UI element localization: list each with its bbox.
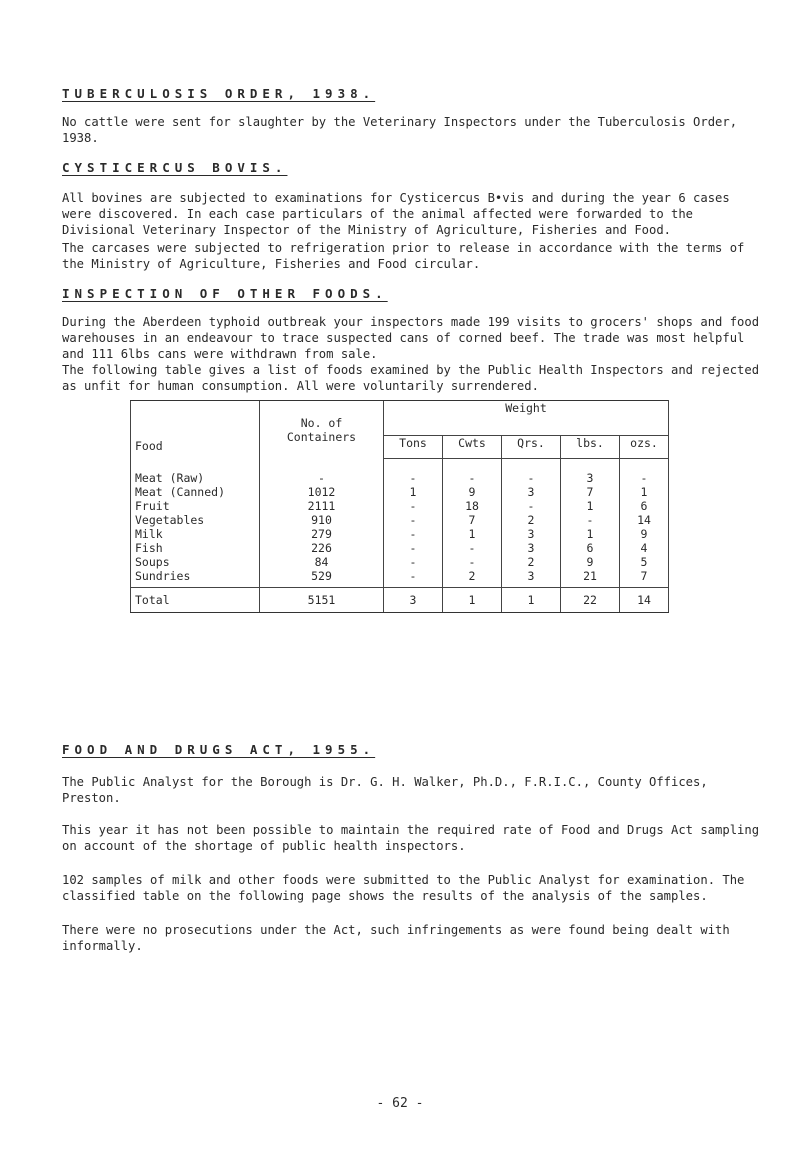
total-label: Total	[131, 588, 260, 613]
table-row	[131, 513, 669, 527]
cell-food: Soups	[131, 555, 260, 569]
cell-containers: 529	[260, 569, 384, 588]
cell-lbs: 6	[561, 541, 620, 555]
cell-tons: -	[384, 541, 443, 555]
cell-containers: 1012	[260, 485, 384, 499]
header-cwts: Cwts	[443, 436, 502, 459]
cell-cwts: 18	[443, 499, 502, 513]
table-row	[131, 499, 669, 513]
total-ozs: 14	[620, 588, 669, 613]
table-row	[131, 459, 669, 486]
table-row	[131, 541, 669, 555]
cell-lbs: 7	[561, 485, 620, 499]
cell-ozs: 5	[620, 555, 669, 569]
cell-lbs: 1	[561, 499, 620, 513]
cell-ozs: 14	[620, 513, 669, 527]
total-qrs: 1	[502, 588, 561, 613]
cell-containers: 910	[260, 513, 384, 527]
cell-tons: 1	[384, 485, 443, 499]
cell-tons: -	[384, 459, 443, 486]
cell-cwts: 1	[443, 527, 502, 541]
foods-rejected-table	[130, 400, 669, 613]
cell-tons: -	[384, 555, 443, 569]
food-drugs-paragraph-1: The Public Analyst for the Borough is Dr. G. H. Walker, Ph.D., F.R.I.C., County Offices, Preston.	[62, 775, 708, 805]
total-lbs: 22	[561, 588, 620, 613]
cell-tons: -	[384, 513, 443, 527]
cell-lbs: 3	[561, 459, 620, 486]
cell-qrs: 3	[502, 541, 561, 555]
tuberculosis-paragraph: No cattle were sent for slaughter by the Veterinary Inspectors under the Tuberculosis Order, 1938.	[62, 115, 738, 145]
cell-qrs: 3	[502, 485, 561, 499]
inspection-other-foods-heading: INSPECTION OF OTHER FOODS.	[62, 286, 388, 301]
cell-qrs: 3	[502, 569, 561, 588]
table-row	[131, 569, 669, 588]
cell-ozs: -	[620, 459, 669, 486]
cysticercus-paragraph-2: The carcases were subjected to refrigeration prior to release in accordance with the terms of the Ministry of Agriculture, Fisheries and Food circular.	[62, 241, 745, 271]
cell-cwts: 7	[443, 513, 502, 527]
cell-qrs: 3	[502, 527, 561, 541]
cell-ozs: 4	[620, 541, 669, 555]
total-cwts: 1	[443, 588, 502, 613]
cell-ozs: 7	[620, 569, 669, 588]
cell-containers: 226	[260, 541, 384, 555]
food-and-drugs-act-heading: FOOD AND DRUGS ACT, 1955.	[62, 742, 376, 757]
cell-tons: -	[384, 569, 443, 588]
cell-cwts: -	[443, 541, 502, 555]
total-containers: 5151	[260, 588, 384, 613]
cell-lbs: 21	[561, 569, 620, 588]
cell-cwts: -	[443, 555, 502, 569]
cell-containers: 279	[260, 527, 384, 541]
cell-qrs: 2	[502, 555, 561, 569]
tuberculosis-order-heading: TUBERCULOSIS ORDER, 1938.	[62, 86, 376, 101]
other-foods-paragraph-2: The following table gives a list of foods examined by the Public Health Inspectors and rejected as unfit for human consumption. All were voluntarily surrendered.	[62, 363, 760, 393]
header-weight: Weight	[384, 401, 669, 436]
cell-containers: 84	[260, 555, 384, 569]
header-containers: No. of Containers	[260, 401, 384, 459]
cell-qrs: 2	[502, 513, 561, 527]
table-total-row	[131, 588, 669, 613]
table-row	[131, 527, 669, 541]
other-foods-paragraph-1: During the Aberdeen typhoid outbreak your inspectors made 199 visits to grocers' shops and food warehouses in an endeavour to trace suspected cans of corned beef. The trade was most helpful and 111 6lbs cans were withdrawn from sale.	[62, 315, 760, 361]
cell-food: Meat (Raw)	[131, 459, 260, 486]
header-qrs: Qrs.	[502, 436, 561, 459]
food-drugs-paragraph-4: There were no prosecutions under the Act, such infringements as were found being dealt with informally.	[62, 923, 730, 953]
cell-cwts: 9	[443, 485, 502, 499]
cell-ozs: 1	[620, 485, 669, 499]
cell-food: Meat (Canned)	[131, 485, 260, 499]
header-ozs: ozs.	[620, 436, 669, 459]
header-tons: Tons	[384, 436, 443, 459]
page-number: - 62 -	[376, 1096, 424, 1111]
cell-food: Fish	[131, 541, 260, 555]
table-row	[131, 555, 669, 569]
cell-food: Milk	[131, 527, 260, 541]
cell-qrs: -	[502, 459, 561, 486]
header-food: Food	[131, 401, 260, 459]
cell-food: Vegetables	[131, 513, 260, 527]
cell-lbs: 9	[561, 555, 620, 569]
cell-lbs: 1	[561, 527, 620, 541]
cell-cwts: 2	[443, 569, 502, 588]
header-lbs: lbs.	[561, 436, 620, 459]
cell-qrs: -	[502, 499, 561, 513]
cell-containers: 2111	[260, 499, 384, 513]
cell-containers: -	[260, 459, 384, 486]
cell-ozs: 9	[620, 527, 669, 541]
cell-lbs: -	[561, 513, 620, 527]
cell-ozs: 6	[620, 499, 669, 513]
food-drugs-paragraph-2: This year it has not been possible to maintain the required rate of Food and Drugs Act sampling on account of the shortage of public health inspectors.	[62, 823, 760, 853]
cell-tons: -	[384, 499, 443, 513]
food-drugs-paragraph-3: 102 samples of milk and other foods were submitted to the Public Analyst for examination. The classified table on the following page shows the results of the analysis of the samples.	[62, 873, 745, 903]
total-tons: 3	[384, 588, 443, 613]
cell-tons: -	[384, 527, 443, 541]
table-row	[131, 485, 669, 499]
cell-food: Fruit	[131, 499, 260, 513]
cell-cwts: -	[443, 459, 502, 486]
cell-food: Sundries	[131, 569, 260, 588]
cysticercus-paragraph-1: All bovines are subjected to examinations for Cysticercus B•vis and during the year 6 cases were discovered. In each case particulars of the animal affected were forwarded to the Divisional Veterinary Inspector of the Ministry of Agriculture, Fisheries and Food.	[62, 191, 730, 237]
cysticercus-bovis-heading: CYSTICERCUS BOVIS.	[62, 160, 288, 175]
